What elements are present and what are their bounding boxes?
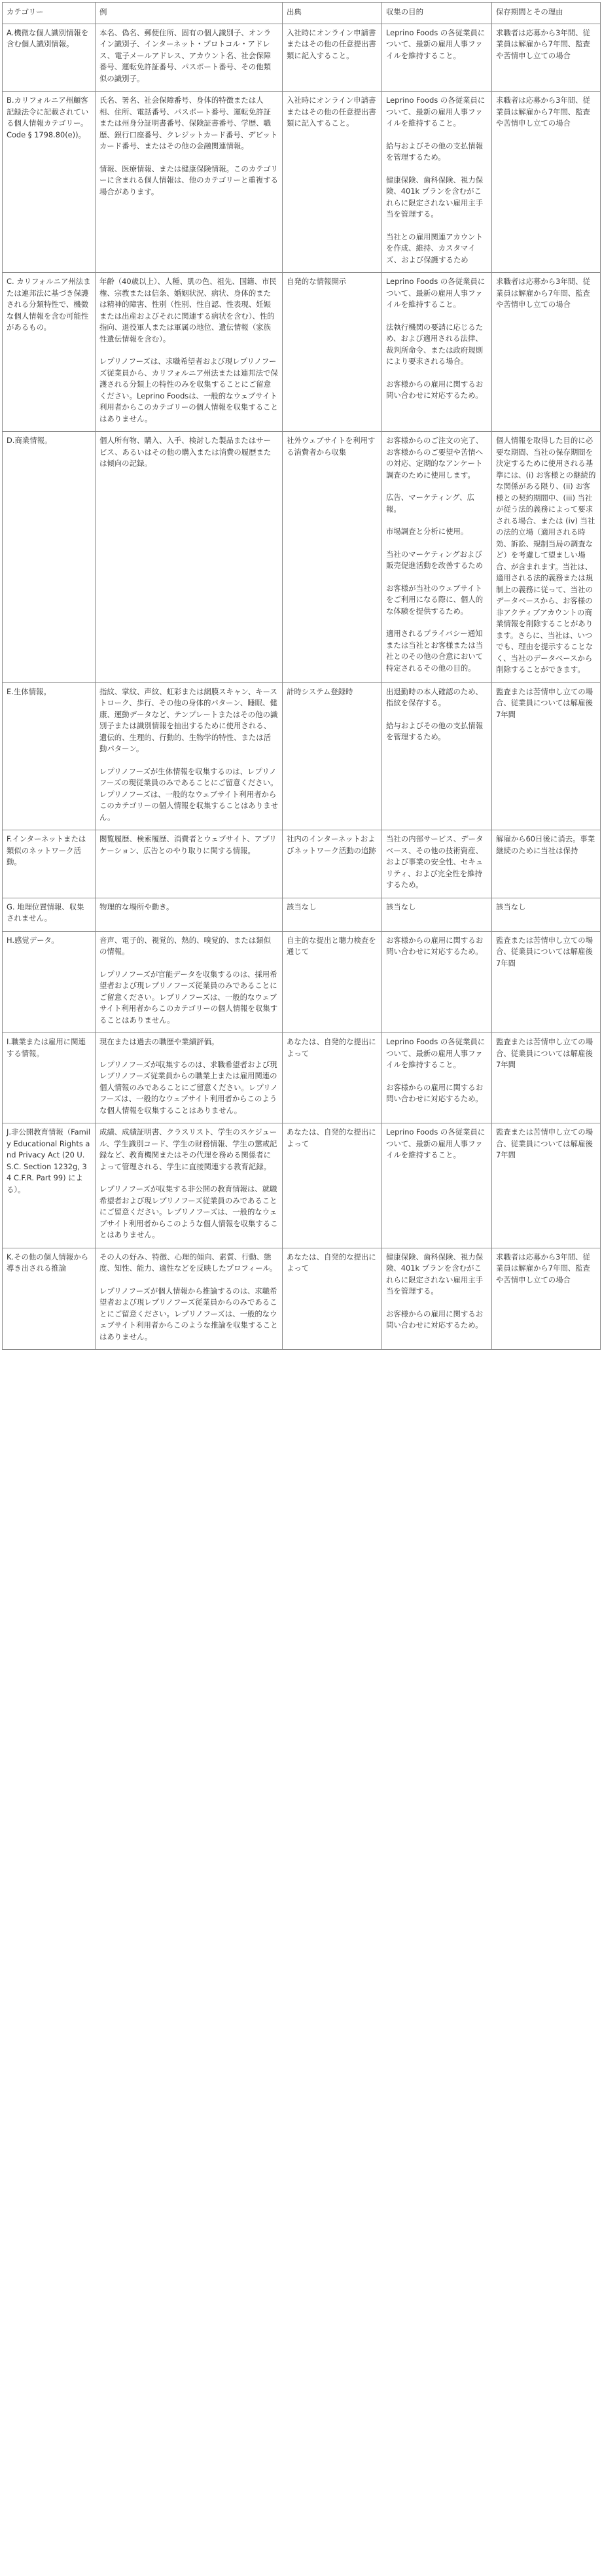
examples-paragraph: レプリノフーズが個人情報から推論するのは、求職希望者および現レプリノフーズ従業員からのみであることにご留意ください。レプリノフーズは、一般的なウェブサイト利用者からこのような推論を収集することはありません。 — [99, 1286, 278, 1341]
purpose-cell — [382, 931, 492, 1033]
source-cell: 該当なし — [283, 898, 382, 931]
examples-cell — [96, 898, 283, 931]
purpose-paragraph: 健康保険、歯科保険、視力保険、401k プランを含むがこれらに限定されない雇用主手当を管理する。 — [386, 1252, 484, 1296]
examples-cell — [96, 24, 283, 92]
examples-cell — [96, 1123, 283, 1248]
purpose-paragraph: Leprino Foods の各従業員について、最新の雇用人事ファイルを維持すること。 — [386, 27, 486, 60]
purpose-cell — [382, 1248, 492, 1350]
retention-cell: 求職者は応募から3年間、従業員は解雇から7年間、監査や苦情申し立ての場合 — [492, 92, 601, 273]
table-header — [3, 3, 601, 24]
header-source: 出典 — [283, 3, 382, 24]
purpose-paragraph: Leprino Foods の各従業員について、最新の雇用人事ファイルを維持すること。 — [386, 1127, 486, 1159]
source-cell: 自主的な提出と聴力検査を通じて — [283, 931, 382, 1033]
purpose-paragraph: 健康保険、歯科保険、視力保険、401k プランを含むがこれらに限定されない雇用主手当を管理する。 — [386, 175, 484, 219]
category-cell: C. カリフォルニア州法または連邦法に基づき保護される分類特性で、機微な個人情報を含む可能性があるもの。 — [3, 273, 96, 432]
purpose-paragraph: 出退勤時の本人確認のため、指紋を保存する。 — [386, 686, 483, 707]
header-row — [3, 3, 601, 24]
examples-paragraph: 現在または過去の職歴や業績評価。 — [99, 1037, 219, 1046]
retention-cell: 監査または苦情申し立ての場合、従業員については解雇後7年間 — [492, 931, 601, 1033]
purpose-paragraph: 当社との雇用関連アカウントを作成、維持、カスタマイズ、および保護するため — [386, 232, 483, 264]
purpose-cell — [382, 830, 492, 898]
purpose-cell — [382, 432, 492, 683]
source-cell: 社内のインターネットおよびネットワーク活動の追跡 — [283, 830, 382, 898]
retention-cell: 求職者は応募から3年間、従業員は解雇から7年間、監査や苦情申し立ての場合 — [492, 24, 601, 92]
purpose-paragraph: Leprino Foods の各従業員について、最新の雇用人事ファイルを維持すること。 — [386, 1037, 486, 1069]
source-cell: 入社時にオンライン申請書またはその他の任意提出書類に記入すること。 — [283, 92, 382, 273]
purpose-paragraph: お客様からの雇用に関するお問い合わせに対応するため。 — [386, 379, 484, 400]
source-cell: 社外ウェブサイトを利用する消費者から収集 — [283, 432, 382, 683]
category-cell: E.生体情報。 — [3, 682, 96, 830]
retention-cell: 個人情報を取得した目的に必要な期間、当社の保存期間を決定するために使用される基準には、(i) お客様との継続的な関係がある限り、(ii) お客様との契約期間中、(iii) 当社が従う法的義務によって要求される場合、または (iv) 当社の法的立場（適用される時効、訴訟、規制当局の調査など）を考慮して望ましい場合、が含まれます。当社は、適用される法的義務または規制上の義務に従って、当社のデータベースから、お客様の非アクティブアカウントの商業情報を削除することがあります。さらに、当社は、いつでも、理由を提示することなく、当社のデータベースから削除することができます。 — [492, 432, 601, 683]
examples-cell — [96, 931, 283, 1033]
table-row — [3, 1123, 601, 1248]
examples-paragraph: 本名、偽名、郵便住所、固有の個人識別子、オンライン識別子、インターネット・プロトコル・アドレス、電子メールアドレス、アカウント名、社会保障番号、運転免許証番号、パスポート番号、その他類似の識別子。 — [99, 27, 271, 83]
purpose-paragraph: 法執行機関の要請に応じるため、および適用される法律、裁判所命令、または政府規則により要求される場合。 — [386, 322, 484, 366]
examples-paragraph: 年齢（40歳以上）、人種、肌の色、祖先、国籍、市民権、宗教または信条、婚姻状況、病状、身体的または精神的障害、性別（性別、性自認、性表現、妊娠または出産およびそれに関連する病状を含む）、性的指向、退役軍人または軍属の地位、遺伝情報（家族性遺伝情報を含む）。 — [99, 277, 277, 344]
retention-cell: 監査または苦情申し立ての場合、従業員については解雇後7年間 — [492, 1123, 601, 1248]
table-row — [3, 830, 601, 898]
examples-paragraph: 閲覧履歴、検索履歴、消費者とウェブサイト、アプリケーション、広告とのやり取りに関する情報。 — [99, 834, 277, 855]
purpose-paragraph: 市場調査と分析に使用。 — [386, 527, 469, 536]
examples-paragraph: 成績、成績証明書、クラスリスト、学生のスケジュール、学生識別コード、学生の財務情報、学生の懲戒記録など、教育機関またはその代理を務める関係者によって管理される、学生に直接関連する教育記録。 — [99, 1127, 277, 1171]
privacy-notice — [2, 2, 600, 1350]
source-cell: あなたは、自発的な提出によって — [283, 1248, 382, 1350]
purpose-paragraph: 適用されるプライバシー通知または当社とお客様または当社とのその他の合意において特定されるその他の目的。 — [386, 629, 484, 673]
purpose-paragraph: 給与およびその他の支払情報を管理するため。 — [386, 720, 484, 741]
category-cell: K.その他の個人情報から導き出される推論 — [3, 1248, 96, 1350]
source-cell: あなたは、自発的な提出によって — [283, 1123, 382, 1248]
table-row — [3, 898, 601, 931]
examples-paragraph: 指紋、掌紋、声紋、虹彩または網膜スキャン、キーストローク、歩行、その他の身体的パターン、睡眠、健康、運動データなど、テンプレートまたはその他の識別子または識別情報を抽出するために使用される、遺伝的、生理的、行動的、生物学的特性、または活動パターン。 — [99, 686, 278, 753]
examples-cell — [96, 1033, 283, 1123]
purpose-paragraph: お客様からの雇用に関するお問い合わせに対応するため。 — [386, 1309, 484, 1330]
examples-paragraph: レプリノフーズは、求職希望者および現レプリノフーズ従業員から、カリフォルニア州法または連邦法で保護される分類上の特性のみを収集することにご留意ください。Leprino Foodsは、一般的なウェブサイト利用者からこのカテゴリーの個人情報を収集することはありません。 — [99, 357, 278, 423]
source-cell: 自発的な情報開示 — [283, 273, 382, 432]
purpose-paragraph: お客様からのご注文の完了、お客様からのご要望や苦情への対応、定期的なアンケート調査のために使用します。 — [386, 436, 484, 480]
purpose-cell — [382, 682, 492, 830]
header-examples: 例 — [96, 3, 283, 24]
header-category: カテゴリー — [3, 3, 96, 24]
source-cell: あなたは、自発的な提出によって — [283, 1033, 382, 1123]
examples-paragraph: レプリノフーズが収集する非公開の教育情報は、就職希望者および現レプリノフーズ従業員のみであることにご留意ください。レプリノフーズは、一般的なウェブサイト利用者からこのような個人情報を収集することはありません。 — [99, 1184, 278, 1239]
category-cell: A.機微な個人識別情報を含む個人識別情報。 — [3, 24, 96, 92]
purpose-cell — [382, 92, 492, 273]
examples-paragraph: 物理的な場所や動き。 — [99, 902, 174, 911]
purpose-paragraph: 広告、マーケティング、広報。 — [386, 493, 474, 514]
retention-cell: 解雇から60日後に消去。事業継続のために当社は保持 — [492, 830, 601, 898]
table-row — [3, 92, 601, 273]
retention-cell: 求職者は応募から3年間、従業員は解雇から7年間、監査や苦情申し立ての場合 — [492, 273, 601, 432]
examples-cell — [96, 273, 283, 432]
examples-paragraph: レプリノフーズが生体情報を収集するのは、レプリノフーズの現従業員のみであることにご留意ください。レプリノフーズは、一般的なウェブサイト利用者からこのカテゴリーの個人情報を収集することはありません。 — [99, 766, 278, 822]
examples-cell — [96, 682, 283, 830]
purpose-cell — [382, 24, 492, 92]
source-cell: 入社時にオンライン申請書またはその他の任意提出書類に記入すること。 — [283, 24, 382, 92]
table-row — [3, 273, 601, 432]
category-cell: I.職業または雇用に関連する情報。 — [3, 1033, 96, 1123]
header-retention: 保存期間とその理由 — [492, 3, 601, 24]
category-cell: J.非公開教育情報（Family Educational Rights and Privacy Act (20 U.S.C. Section 1232g, 34 C.F.R. Part 99) による）。 — [3, 1123, 96, 1248]
examples-paragraph: 音声、電子的、視覚的、熱的、嗅覚的、または類似の情報。 — [99, 935, 271, 956]
table-row — [3, 24, 601, 92]
table-row — [3, 1033, 601, 1123]
examples-paragraph: レプリノフーズが官能データを収集するのは、採用希望者および現レプリノフーズ従業員のみであることにご留意ください。レプリノフーズは、一般的なウェブサイト利用者からこのカテゴリーの個人情報を収集することはありません。 — [99, 969, 278, 1025]
table-row — [3, 432, 601, 683]
table-row — [3, 1248, 601, 1350]
examples-paragraph: 個人所有物、購入、入手、検討した製品またはサービス、あるいはその他の購入または消費の履歴または傾向の記録。 — [99, 436, 272, 468]
examples-cell — [96, 92, 283, 273]
category-cell: F.インターネットまたは類似のネットワーク活動。 — [3, 830, 96, 898]
purpose-paragraph: 該当なし — [386, 902, 416, 911]
purpose-paragraph: Leprino Foods の各従業員について、最新の雇用人事ファイルを維持すること。 — [386, 277, 486, 309]
header-purpose: 収集の目的 — [382, 3, 492, 24]
purpose-cell — [382, 1123, 492, 1248]
examples-paragraph: その人の好み、特徴、心理的傾向、素質、行動、態度、知性、能力、適性などを反映したプロフィール。 — [99, 1252, 277, 1273]
purpose-paragraph: 給与およびその他の支払情報を管理するため。 — [386, 141, 484, 162]
examples-cell — [96, 432, 283, 683]
table-body — [3, 24, 601, 1350]
retention-cell: 監査または苦情申し立ての場合、従業員については解雇後7年間 — [492, 1033, 601, 1123]
purpose-cell — [382, 1033, 492, 1123]
examples-paragraph: レプリノフーズが収集するのは、求職希望者および現レプリノフーズ従業員からの職業上または雇用関連の個人情報のみであることにご留意ください。レプリノフーズは、一般的なウェブサイト利用者からこのような個人情報を収集することはありません。 — [99, 1059, 278, 1115]
purpose-paragraph: Leprino Foods の各従業員について、最新の雇用人事ファイルを維持すること。 — [386, 96, 486, 128]
purpose-cell — [382, 273, 492, 432]
purpose-paragraph: 当社のマーケティングおよび販売促進活動を改善するため — [386, 549, 484, 570]
retention-cell: 監査または苦情申し立ての場合、従業員については解雇後7年間 — [492, 682, 601, 830]
purpose-paragraph: お客様が当社のウェブサイトをご利用になる際に、個人的な体験を提供するため。 — [386, 583, 484, 616]
table-row — [3, 931, 601, 1033]
examples-cell — [96, 830, 283, 898]
category-cell: D.商業情報。 — [3, 432, 96, 683]
purpose-paragraph: お客様からの雇用に関するお問い合わせに対応するため。 — [386, 935, 484, 956]
examples-paragraph: 氏名、署名、社会保障番号、身体的特徴または人相、住所、電話番号、パスポート番号、運転免許証または州身分証明書番号、保険証書番号、学歴、職歴、銀行口座番号、クレジットカード番号、デビットカード番号、またはその他の金融関連情報。 — [99, 96, 278, 150]
purpose-paragraph: お客様からの雇用に関するお問い合わせに対応するため。 — [386, 1082, 484, 1103]
purpose-paragraph: 当社の内部サービス、データベース、その他の技術資産、および事業の安全性、セキュリティ、および完全性を維持するため。 — [386, 834, 484, 889]
purpose-cell — [382, 898, 492, 931]
category-cell: G. 地理位置情報、収集されません。 — [3, 898, 96, 931]
examples-paragraph: 情報、医療情報、または健康保険情報。このカテゴリーに含まれる個人情報は、他のカテゴリーと重複する場合があります。 — [99, 164, 278, 196]
table-row — [3, 682, 601, 830]
personal-info-table — [2, 2, 601, 1350]
examples-cell — [96, 1248, 283, 1350]
category-cell: B.カリフォルニア州顧客記録法令に記載されている個人情報カテゴリー。Code § 1798.80(e))。 — [3, 92, 96, 273]
category-cell: H.感覚データ。 — [3, 931, 96, 1033]
source-cell: 計時システム登録時 — [283, 682, 382, 830]
retention-cell: 求職者は応募から3年間、従業員は解雇から7年間、監査や苦情申し立ての場合 — [492, 1248, 601, 1350]
retention-cell: 該当なし — [492, 898, 601, 931]
